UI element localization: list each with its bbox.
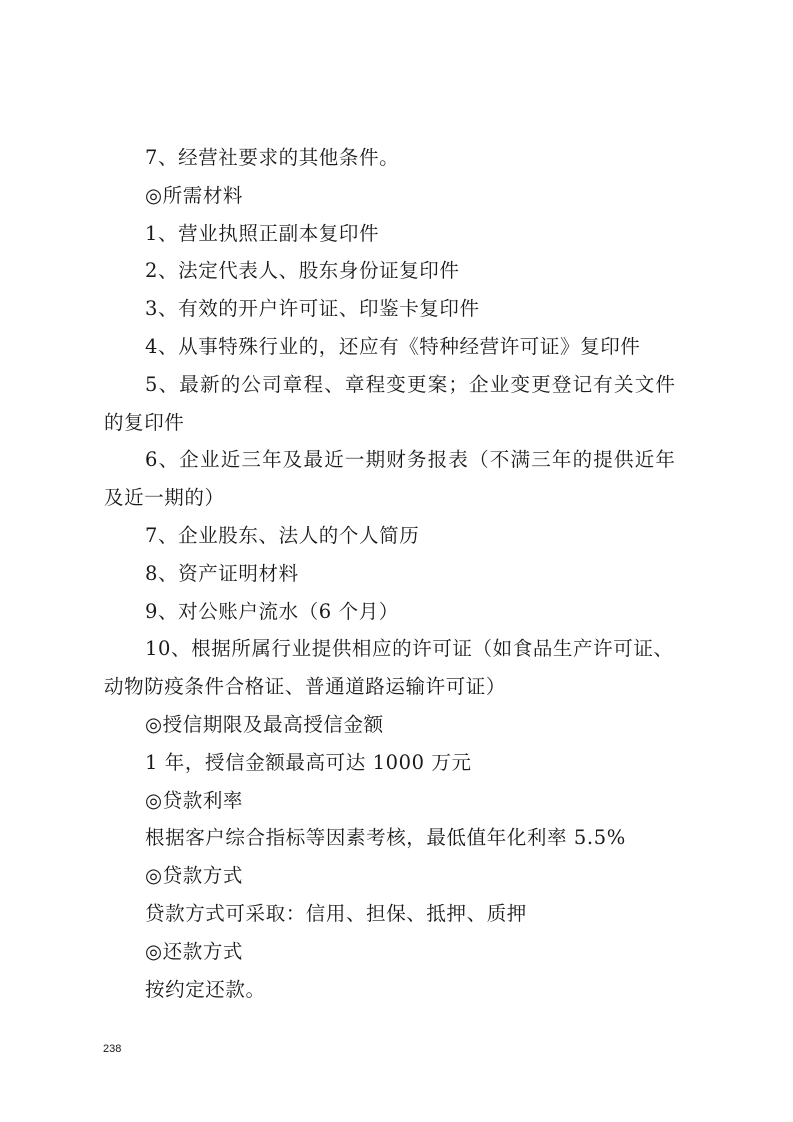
document-body: [104, 139, 696, 1008]
section-heading-interest-rate: ◎贷款利率: [145, 788, 244, 812]
material-item-2: 2、法定代表人、股东身份证复印件: [145, 259, 460, 283]
material-item-10-continued: 动物防疫条件合格证、普通道路运输许可证）: [104, 675, 507, 699]
section-heading-loan-method: ◎贷款方式: [145, 864, 244, 888]
section-heading-repayment-method: ◎还款方式: [145, 939, 244, 963]
repayment-method-text: 按约定还款。: [145, 977, 266, 1001]
condition-item-7: 7、经营社要求的其他条件。: [145, 146, 400, 169]
material-item-5: 5、最新的公司章程、章程变更案；企业变更登记有关文件: [145, 372, 677, 396]
material-item-1: 1、营业执照正副本复印件: [145, 221, 380, 245]
loan-method-text: 贷款方式可采取：信用、担保、抵押、质押: [145, 901, 527, 925]
interest-rate-text: 根据客户综合指标等因素考核，最低值年化利率 5.5%: [145, 826, 626, 850]
section-heading-credit-term: ◎授信期限及最高授信金额: [145, 712, 384, 736]
material-item-6: 6、企业近三年及最近一期财务报表（不满三年的提供近年: [145, 448, 677, 472]
page-number: 238: [103, 1043, 122, 1055]
section-heading-materials: ◎所需材料: [145, 183, 244, 207]
material-item-3: 3、有效的开户许可证、印鉴卡复印件: [145, 297, 480, 321]
material-item-5-continued: 的复印件: [104, 410, 185, 434]
material-item-9: 9、对公账户流水（6 个月）: [145, 599, 399, 623]
material-item-10: 10、根据所属行业提供相应的许可证（如食品生产许可证、: [145, 637, 674, 661]
material-item-8: 8、资产证明材料: [145, 561, 299, 585]
material-item-7: 7、企业股东、法人的个人简历: [145, 523, 420, 547]
material-item-6-continued: 及近一期的）: [104, 486, 225, 510]
credit-term-text: 1 年，授信金额最高可达 1000 万元: [145, 750, 472, 774]
material-item-4: 4、从事特殊行业的，还应有《特种经营许可证》复印件: [145, 334, 641, 358]
